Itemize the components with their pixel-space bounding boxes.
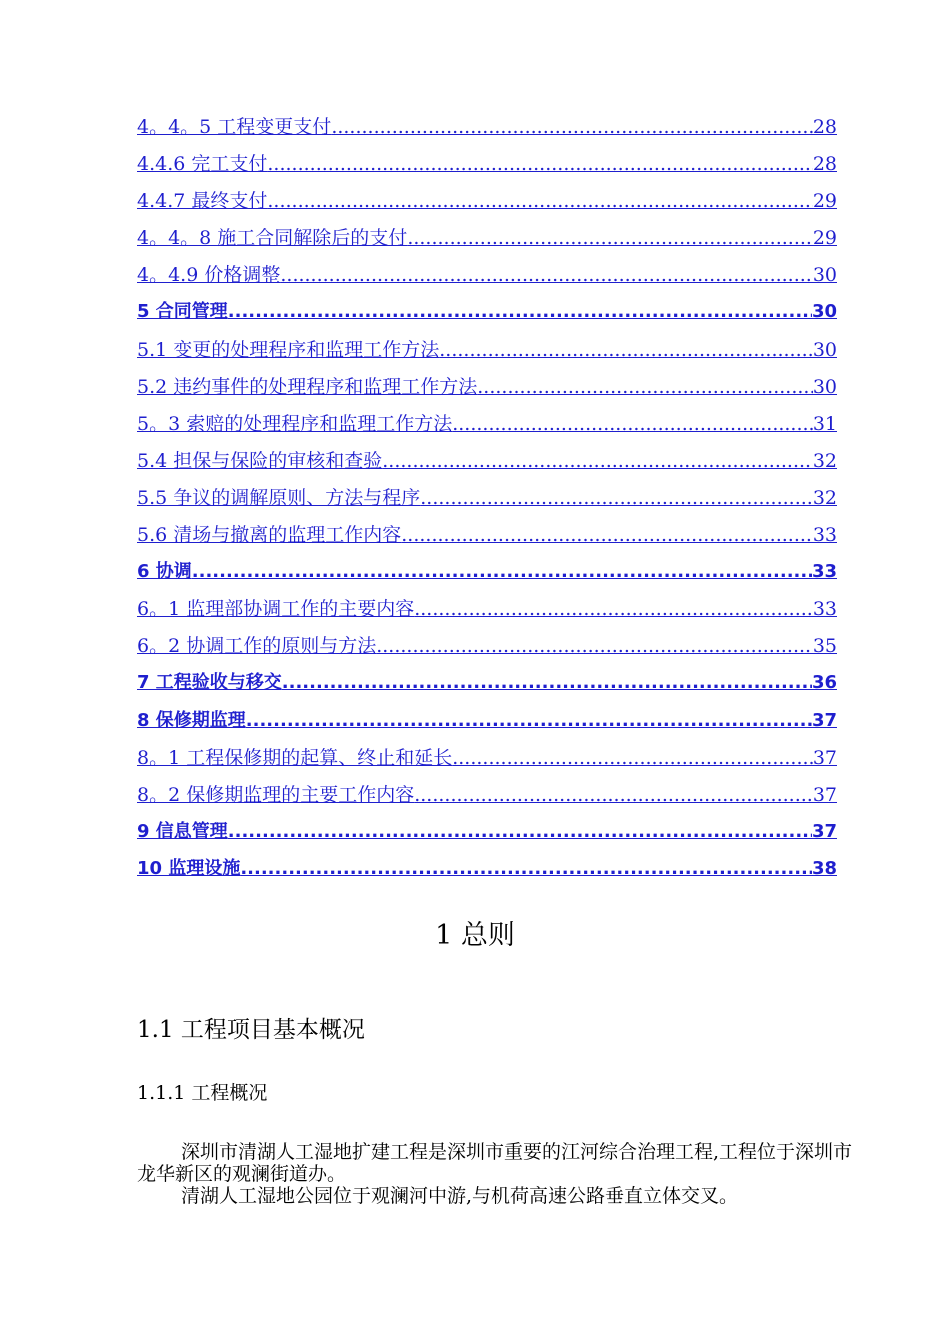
toc-page-number: 32 xyxy=(812,449,837,472)
toc-entry-title: 4。4。5 工程变更支付 xyxy=(137,116,332,138)
toc-dot-leader xyxy=(267,186,812,216)
toc-entry[interactable] xyxy=(137,817,837,854)
toc-dot-leader xyxy=(414,780,813,810)
body-paragraph xyxy=(137,1141,853,1185)
toc-dot-leader xyxy=(439,335,813,365)
toc-entry-title: 5.2 违约事件的处理程序和监理工作方法 xyxy=(137,375,478,398)
toc-entry[interactable] xyxy=(137,409,837,446)
toc-page-number: 30 xyxy=(812,338,837,361)
toc-dot-leader xyxy=(376,631,813,661)
toc-page-number: 30 xyxy=(812,375,837,398)
toc-page-number: 37 xyxy=(812,783,837,806)
toc-entry-title: 10 监理设施 xyxy=(137,857,241,879)
toc-entry[interactable] xyxy=(137,594,837,631)
toc-page-number: 31 xyxy=(812,412,837,435)
toc-entry-title: 5.6 清场与撤离的监理工作内容 xyxy=(137,524,402,547)
toc-dot-leader xyxy=(282,668,812,698)
toc-entry[interactable] xyxy=(137,483,837,520)
toc-dot-leader xyxy=(228,297,812,327)
toc-entry[interactable] xyxy=(137,112,837,149)
toc-page-number: 29 xyxy=(812,227,837,250)
toc-page-number: 37 xyxy=(812,746,837,769)
toc-dot-leader xyxy=(477,372,813,402)
toc-dot-leader xyxy=(280,260,812,290)
toc-entry[interactable] xyxy=(137,186,837,223)
toc-page-number: 33 xyxy=(812,524,837,547)
toc-entry-title: 6。1 监理部协调工作的主要内容 xyxy=(137,598,415,621)
toc-dot-leader xyxy=(267,149,812,179)
toc-page-number: 32 xyxy=(812,486,837,509)
toc-entry[interactable] xyxy=(137,446,837,483)
toc-entry-title: 8。2 保修期监理的主要工作内容 xyxy=(137,783,415,806)
paragraph-text: 深圳市清湖人工湿地扩建工程是深圳市重要的江河综合治理工程,工程位于深圳市龙华新区的观澜街道办。 xyxy=(137,1141,853,1185)
body-paragraph xyxy=(137,1185,853,1207)
toc-entry[interactable] xyxy=(137,854,837,891)
toc-page-number: 35 xyxy=(812,635,837,658)
toc-entry-title: 4.4.6 完工支付 xyxy=(137,153,268,176)
toc-entry-title: 4。4。8 施工合同解除后的支付 xyxy=(137,227,408,250)
toc-entry-title: 4。4.9 价格调整 xyxy=(137,264,281,287)
toc-entry[interactable] xyxy=(137,743,837,780)
toc-entry[interactable] xyxy=(137,668,837,705)
toc-dot-leader xyxy=(420,483,813,513)
toc-page-number: 28 xyxy=(812,116,837,138)
toc-dot-leader xyxy=(228,817,812,847)
toc-entry[interactable] xyxy=(137,520,837,557)
toc-page-number: 30 xyxy=(811,301,837,323)
toc-entry[interactable] xyxy=(137,557,837,594)
toc-entry[interactable] xyxy=(137,706,837,743)
toc-entry-title: 8 保修期监理 xyxy=(137,709,246,731)
toc-dot-leader xyxy=(246,706,812,736)
section-heading: 1.1 工程项目基本概况 xyxy=(137,1017,365,1043)
chapter-heading: 1 总则 xyxy=(435,920,515,951)
toc-page-number: 28 xyxy=(812,153,837,176)
toc-dot-leader xyxy=(382,446,813,476)
toc-entry[interactable] xyxy=(137,335,837,372)
toc-entry[interactable] xyxy=(137,223,837,260)
toc-dot-leader xyxy=(192,557,812,587)
toc-entry[interactable] xyxy=(137,372,837,409)
table-of-contents xyxy=(137,112,837,891)
toc-page-number: 30 xyxy=(812,264,837,287)
toc-entry[interactable] xyxy=(137,780,837,817)
toc-entry-title: 5.4 担保与保险的审核和查验 xyxy=(137,449,383,472)
toc-dot-leader xyxy=(452,743,813,773)
toc-entry[interactable] xyxy=(137,297,837,334)
toc-entry-title: 4.4.7 最终支付 xyxy=(137,190,268,213)
toc-dot-leader xyxy=(401,520,813,550)
toc-entry-title: 7 工程验收与移交 xyxy=(137,672,282,694)
toc-page-number: 33 xyxy=(811,561,837,583)
toc-dot-leader xyxy=(407,223,813,253)
toc-entry[interactable] xyxy=(137,149,837,186)
toc-entry-title: 5.1 变更的处理程序和监理工作方法 xyxy=(137,338,440,361)
toc-entry-title: 9 信息管理 xyxy=(137,820,228,842)
toc-entry-title: 8。1 工程保修期的起算、终止和延长 xyxy=(137,746,453,769)
toc-entry[interactable] xyxy=(137,631,837,668)
toc-dot-leader xyxy=(452,409,813,439)
toc-page-number: 33 xyxy=(812,598,837,621)
toc-page-number: 38 xyxy=(811,857,837,879)
toc-entry-title: 5。3 索赔的处理程序和监理工作方法 xyxy=(137,412,453,435)
toc-dot-leader xyxy=(414,594,813,624)
subsection-heading: 1.1.1 工程概况 xyxy=(137,1082,268,1104)
toc-entry-title: 6 协调 xyxy=(137,561,192,583)
toc-entry-title: 6。2 协调工作的原则与方法 xyxy=(137,635,377,658)
paragraph-text: 清湖人工湿地公园位于观澜河中游,与机荷高速公路垂直立体交叉。 xyxy=(181,1185,739,1207)
toc-entry-title: 5 合同管理 xyxy=(137,301,228,323)
toc-page-number: 37 xyxy=(811,709,837,731)
toc-dot-leader xyxy=(331,112,813,142)
toc-entry-title: 5.5 争议的调解原则、方法与程序 xyxy=(137,486,421,509)
toc-page-number: 36 xyxy=(811,672,837,694)
toc-dot-leader xyxy=(240,854,812,884)
toc-page-number: 37 xyxy=(811,820,837,842)
toc-page-number: 29 xyxy=(812,190,837,213)
toc-entry[interactable] xyxy=(137,260,837,297)
